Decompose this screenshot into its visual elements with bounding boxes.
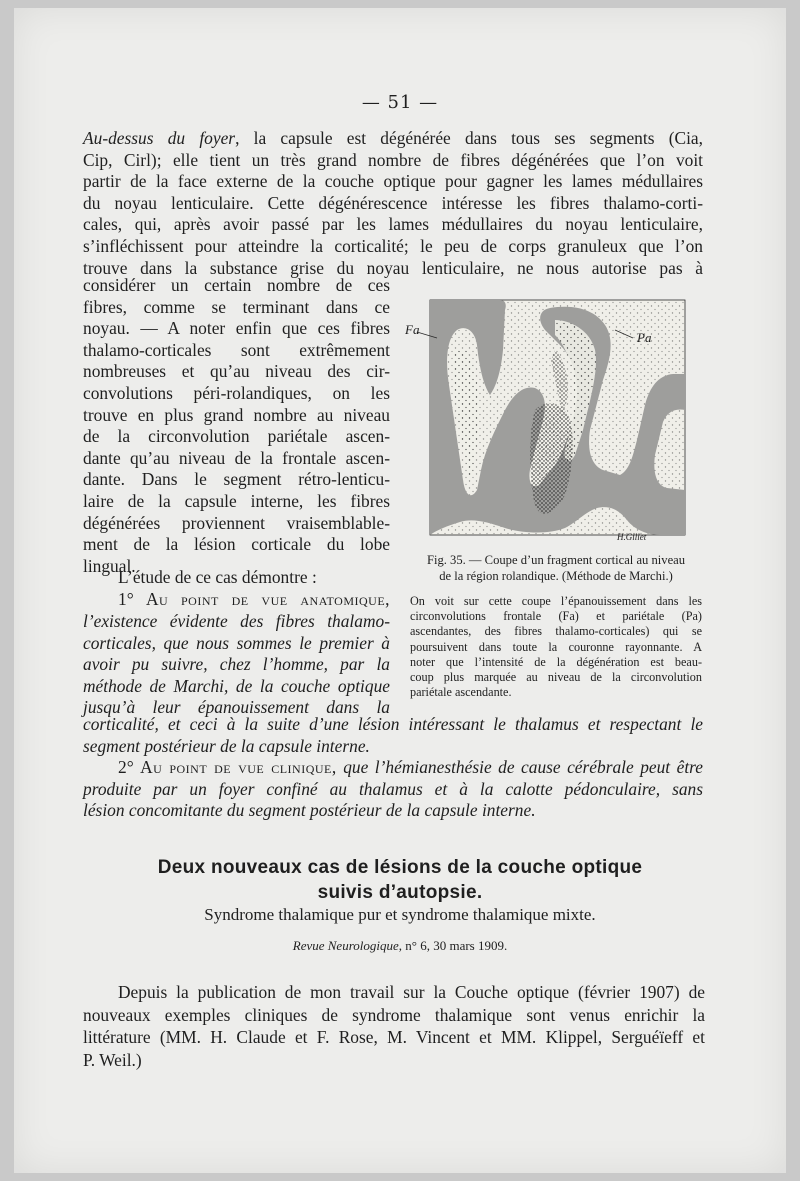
point-2-line: lésion concomitante du segment postérieur de la capsule interne.	[83, 800, 536, 821]
column-line: considérer un certain nombre de ces	[83, 275, 390, 295]
figure-caption-line: Fig. 35. — Coupe d’un fragment cortical au niveau	[426, 553, 686, 567]
section-title	[100, 855, 700, 905]
point-1-wide	[83, 714, 703, 757]
conclusion-intro: L’étude de ce cas démontre :	[118, 567, 317, 587]
label-fa: Fa	[405, 322, 420, 337]
cortex-illustration	[405, 290, 705, 545]
citation-details: , n° 6, 30 mars 1909.	[398, 938, 508, 953]
point-1-line: jusqu’à leur épanouissement dans la	[83, 697, 390, 718]
paragraph-intro-line-0: Au-dessus du foyer, la capsule est dégénérée dans tous ses segments (Cia,	[83, 128, 703, 148]
figure-description-line: On voit sur cette coupe l’épanouissement dans les	[410, 594, 702, 608]
paragraph-intro	[83, 128, 703, 279]
point-1-wide-line: segment postérieur de la capsule interne.	[83, 735, 370, 756]
figure-cortical-section	[405, 290, 705, 545]
column-line: convolutions péri-rolandiques, on les	[83, 382, 390, 403]
paragraph-final-line: Depuis la publication de mon travail sur la Couche optique (février 1907) de	[118, 982, 705, 1002]
paragraph-intro-line-6: trouve dans la substance grise du noyau lenticulaire, ne nous autorise pas à	[83, 257, 703, 278]
point-2-line: produite par un foyer confiné au thalamus et à la calotte pédonculaire, sans	[83, 778, 703, 799]
point-1-line: méthode de Marchi, de la couche optique	[83, 675, 390, 696]
figure-description-line: coup plus marquée au niveau de la circonvolution	[410, 670, 702, 685]
paragraph-final-line: nouveaux exemples cliniques de syndrome thalamique sont venus enrichir la	[83, 1004, 705, 1025]
column-line: fibres, comme se terminant dans ce	[83, 296, 390, 317]
column-line: de la circonvolution pariétale ascen-	[83, 426, 390, 447]
point-1-heading: 1° Au point de vue anatomique,	[118, 589, 390, 609]
label-pa: Pa	[637, 330, 652, 345]
point-1-line: avoir pu suivre, chez l’homme, par la	[83, 654, 390, 675]
figure-caption	[410, 553, 702, 585]
point-1-wide-line: corticalité, et ceci à la suite d’une lésion intéressant le thalamus et respectant le	[83, 714, 703, 734]
figure-description	[410, 594, 702, 700]
section-title-line: Deux nouveaux cas de lésions de la couche optique	[157, 857, 643, 878]
figure-description-line: circonvolutions frontale (Fa) et pariétale (Pa)	[410, 609, 702, 624]
figure-description-line: poursuivent dans toute la couronne rayonnante. A	[410, 639, 702, 654]
section-citation	[100, 938, 700, 954]
paragraph-intro-line-4: cales, qui, après avoir passé par les lames médullaires du noyau lenticulaire,	[83, 214, 703, 235]
paragraph-final	[83, 981, 705, 1071]
point-1-column	[83, 611, 390, 719]
paragraph-final-line: littérature (MM. H. Claude et F. Rose, M. Vincent et MM. Klippel, Serguéïeff et	[83, 1027, 705, 1047]
illustrator-signature: H.Gillet	[617, 532, 647, 542]
paragraph-intro-line-2: partir de la face externe de la couche optique pour gagner les lames médullaires	[83, 171, 703, 192]
column-line: lingual.	[83, 555, 136, 576]
point-1-line: corticales, que nous sommes le premier à	[83, 632, 390, 653]
column-line: laire de la capsule interne, les fibres	[83, 490, 390, 511]
column-line: trouve en plus grand nombre au niveau	[83, 404, 390, 425]
column-line: dante qu’au niveau de la frontale ascen-	[83, 447, 390, 468]
point-2	[83, 757, 703, 822]
page-number: — 51 —	[361, 92, 439, 113]
paragraph-column	[83, 275, 390, 577]
paragraph-intro-line-3: du noyau lenticulaire. Cette dégénérescence intéresse les fibres thalamo-corti-	[83, 192, 703, 213]
point-2-line: 2° Au point de vue clinique, que l’hémianesthésie de cause cérébrale peut être	[118, 757, 704, 777]
paragraph-final-line: P. Weil.)	[83, 1049, 142, 1070]
lead-in-italic: Au-dessus du foyer	[83, 128, 236, 148]
figure-description-line: ascendantes, des fibres thalamo-corticales) qui se	[410, 624, 702, 639]
column-line: noyau. — A noter enfin que ces fibres	[83, 318, 390, 339]
point-1-line: l’existence évidente des fibres thalamo-	[83, 611, 390, 631]
section-title-line: suivis d’autopsie.	[317, 882, 483, 903]
citation-journal: Revue Neurologique	[292, 938, 399, 953]
column-line: dégénérées proviennent vraisemblable-	[83, 512, 390, 533]
section-subtitle: Syndrome thalamique pur et syndrome thalamique mixte.	[204, 905, 596, 924]
figure-description-line: pariétale ascendante.	[410, 685, 512, 700]
figure-caption-line: de la région rolandique. (Méthode de Marchi.)	[439, 568, 673, 583]
column-line: nombreuses et qu’au niveau des cir-	[83, 361, 390, 382]
paragraph-intro-line-1: Cip, Cirl); elle tient un très grand nombre de fibres dégénérées que l’on voit	[83, 149, 703, 170]
column-line: ment de la lésion corticale du lobe	[83, 534, 390, 555]
column-line: dante. Dans le segment rétro-lenticu-	[83, 469, 390, 490]
figure-description-line: noter que l’intensité de la dégénération est beau-	[410, 654, 702, 669]
column-line: thalamo-corticales sont extrêmement	[83, 339, 390, 360]
paragraph-intro-line-5: s’infléchissent pour atteindre la corticalité; le peu de corps granuleux que l’on	[83, 235, 703, 256]
